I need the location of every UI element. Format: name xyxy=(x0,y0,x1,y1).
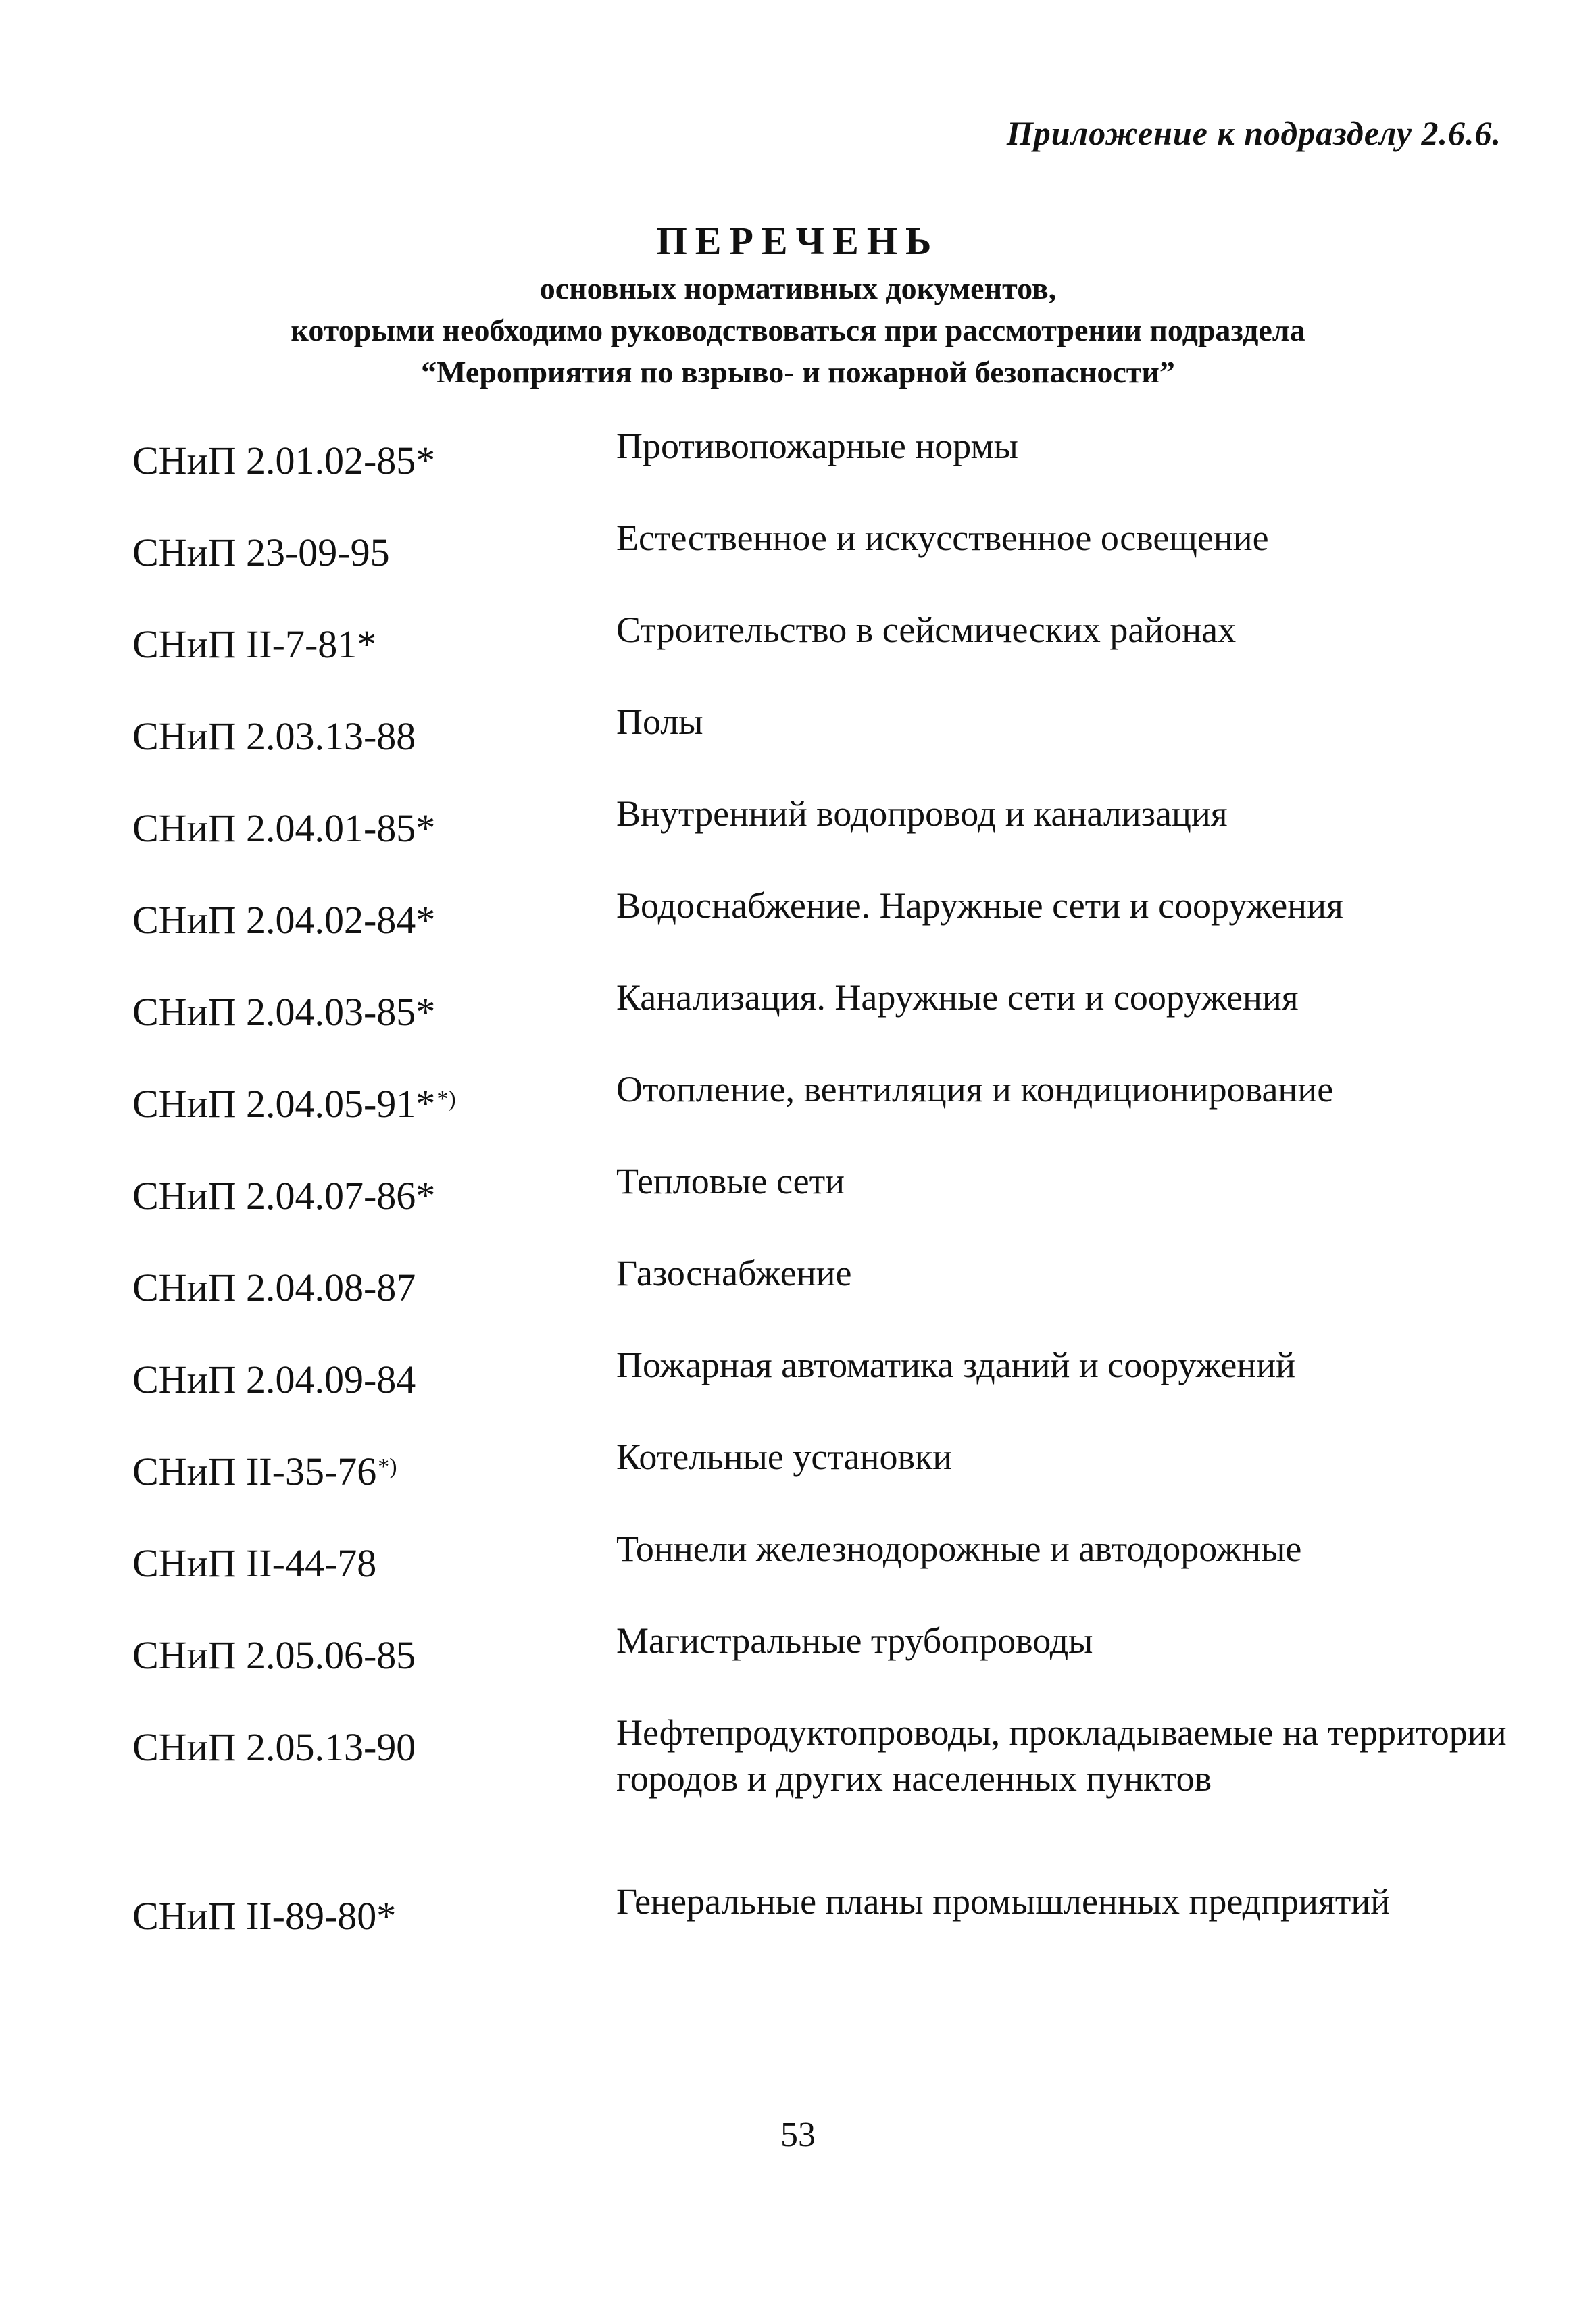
document-code xyxy=(132,1874,616,1940)
document-header xyxy=(0,218,1596,393)
document-row xyxy=(132,1338,1524,1430)
document-code xyxy=(132,603,616,668)
document-code-text: СНиП 2.04.02-84* xyxy=(132,898,436,942)
document-list xyxy=(132,419,1524,1966)
document-row xyxy=(132,511,1524,603)
appendix-reference: Приложение к подразделу 2.6.6. xyxy=(1006,114,1501,152)
document-title: Противопожарные нормы xyxy=(616,426,1018,466)
document-code-text: СНиП 2.05.06-85 xyxy=(132,1633,416,1677)
document-title: Нефтепродуктопроводы, прокладываемые на территории городов и других населенных пунктов xyxy=(616,1712,1507,1799)
document-row xyxy=(132,603,1524,695)
document-code-text: СНиП 2.04.01-85* xyxy=(132,806,436,850)
document-row xyxy=(132,1874,1524,1966)
document-code-text: СНиП 2.04.09-84 xyxy=(132,1358,416,1401)
document-title: Отопление, вентиляция и кондиционирование xyxy=(616,1069,1334,1110)
document-code-text: СНиП 2.01.02-85* xyxy=(132,439,436,482)
document-title: Полы xyxy=(616,701,703,742)
document-code-text: СНиП 2.04.03-85* xyxy=(132,990,436,1034)
document-row xyxy=(132,1614,1524,1706)
document-code xyxy=(132,1430,616,1495)
footnote-marker: *) xyxy=(378,1454,397,1479)
document-row xyxy=(132,1706,1524,1874)
page-title: ПЕРЕЧЕНЬ xyxy=(656,219,940,263)
document-title: Тоннели железнодорожные и автодорожные xyxy=(616,1528,1302,1569)
document-title: Газоснабжение xyxy=(616,1253,852,1293)
document-code-text: СНиП 2.04.07-86* xyxy=(132,1174,436,1218)
subtitle-line: основных нормативных документов, xyxy=(539,271,1057,305)
document-code xyxy=(132,1522,616,1587)
page-number: 53 xyxy=(780,2116,816,2154)
document-code xyxy=(132,1338,616,1403)
document-row xyxy=(132,419,1524,511)
document-row xyxy=(132,1522,1524,1614)
document-title: Естественное и искусственное освещение xyxy=(616,518,1269,558)
document-title: Генеральные планы промышленных предприятий xyxy=(616,1881,1391,1922)
document-code xyxy=(132,695,616,760)
document-code-text: СНиП 2.04.05-91* xyxy=(132,1082,436,1126)
document-title: Строительство в сейсмических районах xyxy=(616,609,1237,650)
document-title: Котельные установки xyxy=(616,1437,953,1477)
document-row xyxy=(132,970,1524,1062)
document-code-text: СНиП 23-09-95 xyxy=(132,530,390,574)
document-row xyxy=(132,695,1524,787)
document-code-text: СНиП 2.03.13-88 xyxy=(132,714,416,758)
document-row xyxy=(132,1154,1524,1246)
document-code xyxy=(132,1154,616,1220)
footnote-marker: *) xyxy=(437,1087,456,1112)
subtitle-line: которыми необходимо руководствоваться при рассмотрении подраздела xyxy=(291,313,1305,347)
document-row xyxy=(132,1246,1524,1338)
document-title: Канализация. Наружные сети и сооружения xyxy=(616,977,1299,1018)
document-code-text: СНиП II-44-78 xyxy=(132,1541,377,1585)
document-code xyxy=(132,970,616,1036)
document-row xyxy=(132,878,1524,970)
document-code-text: СНиП 2.04.08-87 xyxy=(132,1266,416,1310)
document-title: Водоснабжение. Наружные сети и сооружения xyxy=(616,885,1343,926)
document-code-text: СНиП 2.05.13-90 xyxy=(132,1725,416,1769)
document-title: Тепловые сети xyxy=(616,1161,845,1201)
document-code xyxy=(132,1706,616,1771)
document-row xyxy=(132,1062,1524,1154)
subtitle-line: “Мероприятия по взрыво- и пожарной безопасности” xyxy=(421,355,1175,389)
document-code xyxy=(132,1246,616,1312)
document-code xyxy=(132,878,616,944)
document-code xyxy=(132,1062,616,1128)
document-code xyxy=(132,419,616,484)
document-code xyxy=(132,787,616,852)
document-code-text: СНиП II-7-81* xyxy=(132,622,377,666)
document-code-text: СНиП II-89-80* xyxy=(132,1894,397,1938)
document-row xyxy=(132,1430,1524,1522)
document-title: Пожарная автоматика зданий и сооружений xyxy=(616,1345,1296,1385)
document-code xyxy=(132,511,616,576)
document-title: Внутренний водопровод и канализация xyxy=(616,793,1228,834)
document-row xyxy=(132,787,1524,878)
document-title: Магистральные трубопроводы xyxy=(616,1620,1093,1661)
document-code xyxy=(132,1614,616,1679)
document-code-text: СНиП II-35-76 xyxy=(132,1449,377,1493)
